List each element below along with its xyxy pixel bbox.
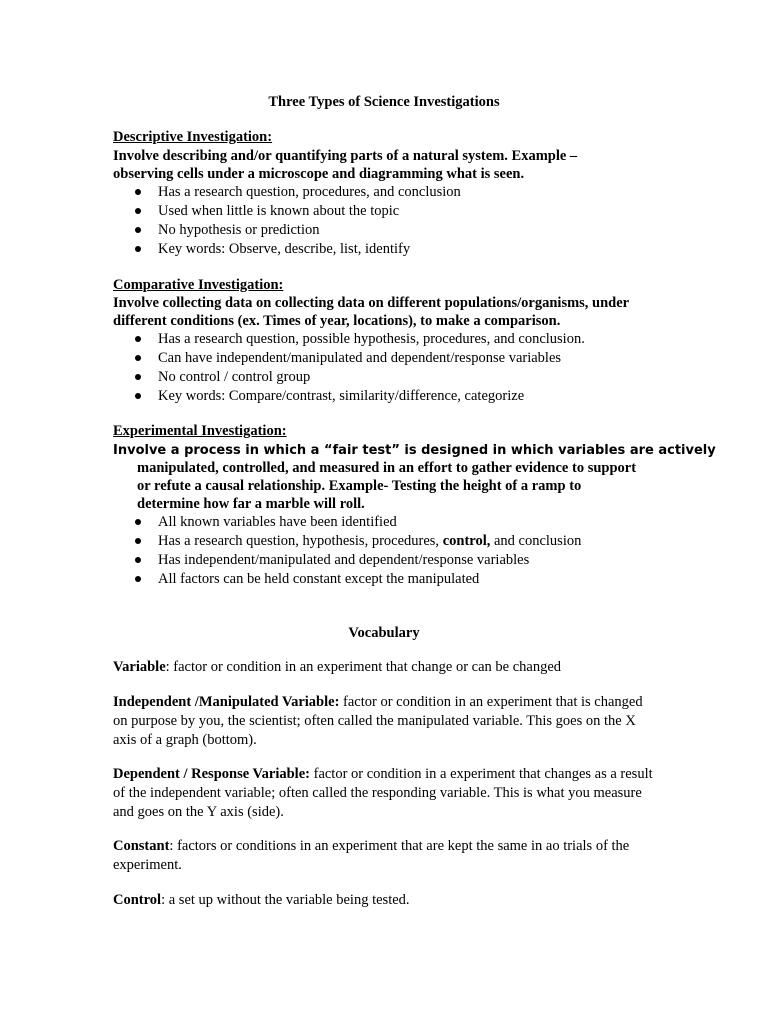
bullet-icon — [135, 576, 141, 582]
bullet-icon — [135, 189, 141, 195]
bullet-icon — [135, 538, 141, 544]
experimental-intro-line3: or refute a causal relationship. Example- Testing the height of a ramp to — [137, 478, 582, 494]
vocab-entry-independent: Independent /Manipulated Variable: factor or condition in an experiment that is changed on purpose by you, the scientist; often called the manipulated variable. This goes on the X axis of a graph (bottom). — [113, 694, 643, 748]
bullet-icon — [135, 246, 141, 252]
experimental-intro-line2: manipulated, controlled, and measured in an effort to gather evidence to support — [137, 460, 637, 476]
experimental-intro-line4: determine how far a marble will roll. — [137, 496, 365, 512]
comparative-heading: Comparative Investigation: — [113, 277, 284, 293]
vocab-entry-variable: Variable: factor or condition in an experiment that change or can be changed — [113, 659, 562, 675]
comparative-intro-line1: Involve collecting data on collecting data on different populations/organisms, under — [113, 295, 630, 311]
bullet-icon — [135, 208, 141, 214]
descriptive-heading: Descriptive Investigation: — [113, 129, 273, 145]
document-title: Three Types of Science Investigations — [268, 94, 500, 110]
bold-term: control, — [442, 533, 491, 549]
bullet-icon — [135, 374, 141, 380]
bullet-icon — [135, 519, 141, 525]
bullet-icon — [135, 393, 141, 399]
experimental-intro-line1: Involve a process in which a “fair test” is designed in which variables are actively — [113, 443, 716, 458]
bullet-icon — [135, 336, 141, 342]
vocab-entry-dependent: Dependent / Response Variable: factor or condition in a experiment that changes as a result of the independent variable; often called the responding variable. This is what you measure and goes on the Y axis (side). — [113, 766, 653, 820]
vocabulary-heading: Vocabulary — [348, 625, 420, 641]
bullet-icon — [135, 227, 141, 233]
vocab-entry-control: Control: a set up without the variable being tested. — [113, 892, 410, 908]
document-page: Three Types of Science Investigations Descriptive Investigation: Involve describing and/or quantifying parts of a natural system. Example – observing cells under a microscope and diagramming what is seen. Has a research question, procedures, and conclusion Used when little is known about the topic No hypothesis or prediction Key words: Observe, describe, list, identify Comparative Investigation: Involve collecting data on collecting data on different populations/organisms, under different conditions (ex. Times of year, locations), to make a comparison. Has a research question, possible hypothesis, procedures, and conclusion. Can have independent/manipulated and dependent/response variables No control / control group Key words: Compare/contrast, similarity/difference, categorize Experimental Investigation: Involve a process in which a “fair test” is designed in which variables are actively manipulated, controlled, and measured in an effort to gather evidence to support or refute a causal relationship. Example- Testing the height of a ramp to determine how far a marble will roll. All known variables have been identified Has a research question, hypothesis, procedures, control, and conclusion Has independent/manipulated and dependent/response variables All factors can be held constant except the manipulated Vocabulary Variable: factor or condition in an experiment that change or can be changed Independent /Manipulated Variable: factor or condition in an experiment that is changed on purpose by you, the scientist; often called the manipulated variable. This goes on the X axis of a graph (bottom). Dependent / Response Variable: factor or condition in a experiment that changes as a result of the independent variable; often called the responding variable. This is what you measure and goes on the Y axis (side). Constant: factors or conditions in an experiment that are kept the same in ao trials of the experiment. Control: a set up without the variable being tested. — [0, 0, 768, 1024]
bullet-icon — [135, 557, 141, 563]
descriptive-intro-line2: observing cells under a microscope and diagramming what is seen. — [113, 166, 525, 182]
experimental-heading: Experimental Investigation: — [113, 423, 287, 439]
descriptive-intro-line1: Involve describing and/or quantifying parts of a natural system. Example – — [113, 148, 578, 164]
comparative-intro-line2: different conditions (ex. Times of year, locations), to make a comparison. — [113, 313, 561, 329]
vocab-entry-constant: Constant: factors or conditions in an experiment that are kept the same in ao trials of the experiment. — [113, 838, 630, 873]
bullet-icon — [135, 355, 141, 361]
